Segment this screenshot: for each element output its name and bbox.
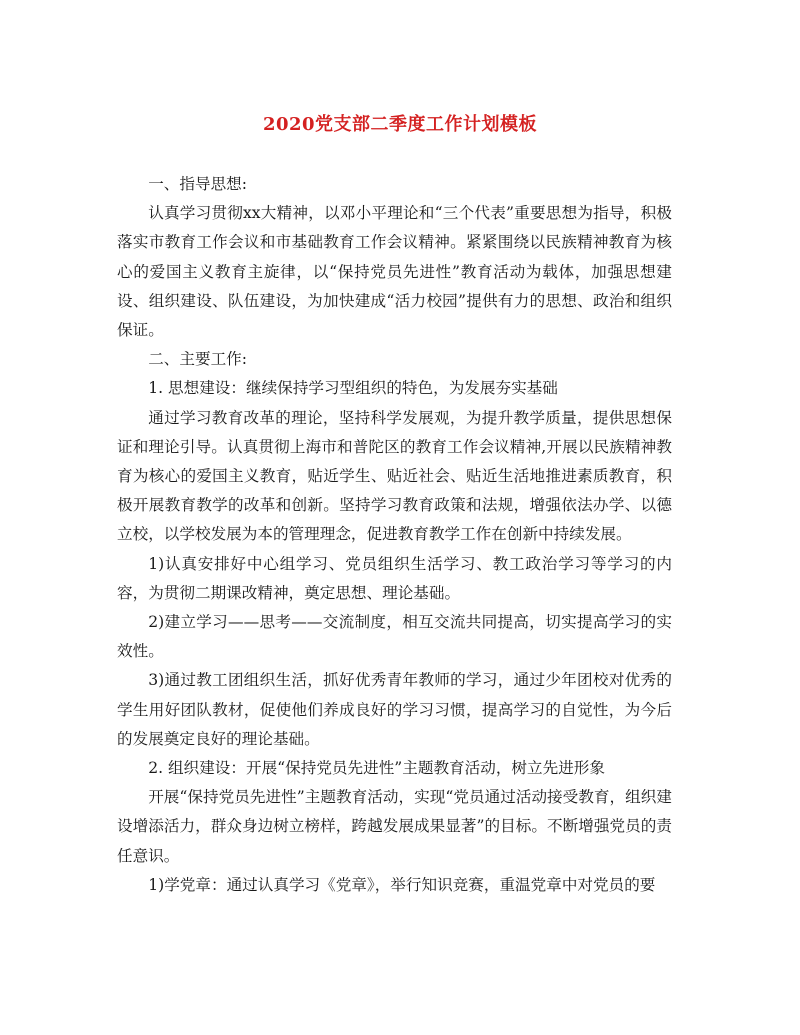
section-heading-guiding-ideology: 一、指导思想: bbox=[148, 175, 248, 193]
document-body bbox=[117, 170, 672, 900]
list-item: 1)学党章：通过认真学习《党章》，举行知识竞赛，重温党章中对党员的要 bbox=[148, 875, 656, 894]
list-item: 3)通过教工团组织生活，抓好优秀青年教师的学习，通过少年团校对优秀的学生用好团队教材，促使他们养成良好的学习习惯，提高学习的自觉性，为今后的发展奠定良好的理论基础。 bbox=[117, 671, 672, 748]
list-item: 2)建立学习——思考——交流制度，相互交流共同提高，切实提高学习的实效性。 bbox=[117, 613, 672, 661]
list-item: 1)认真安排好中心组学习、党员组织生活学习、教工政治学习等学习的内容，为贯彻二期课改精神，奠定思想、理论基础。 bbox=[117, 554, 672, 602]
section-heading-main-work: 二、主要工作: bbox=[148, 350, 248, 369]
paragraph: 通过学习教育改革的理论，坚持科学发展观，为提升教学质量，提供思想保证和理论引导。认真贯彻上海市和普陀区的教育工作会议精神,开展以民族精神教育为核心的爱国主义教育，贴近学生、贴近社会、贴近生活地推进素质教育，积极开展教育教学的改革和创新。坚持学习教育政策和法规，增强依法办学、以德立校，以学校发展为本的管理理念，促进教育教学工作在创新中持续发展。 bbox=[117, 408, 672, 544]
paragraph: 开展“保持党员先进性”主题教育活动，实现“党员通过活动接受教育，组织建设增添活力，群众身边树立榜样，跨越发展成果显著”的目标。不断增强党员的责任意识。 bbox=[117, 788, 672, 865]
subheading-organizational-building: 2. 组织建设：开展“保持党员先进性”主题教育活动，树立先进形象 bbox=[148, 759, 605, 778]
subheading-ideological-building: 1. 思想建设：继续保持学习型组织的特色，为发展夯实基础 bbox=[148, 379, 558, 398]
paragraph: 认真学习贯彻xx大精神，以邓小平理论和“三个代表”重要思想为指导，积极落实市教育工作会议和市基础教育工作会议精神。紧紧围绕以民族精神教育为核心的爱国主义教育主旋律，以“保持党员先进性”教育活动为载体，加强思想建设、组织建设、队伍建设，为加快建成“活力校园”提供有力的思想、政治和组织保证。 bbox=[117, 204, 672, 340]
document-title: 2020党支部二季度工作计划模板 bbox=[262, 114, 538, 135]
